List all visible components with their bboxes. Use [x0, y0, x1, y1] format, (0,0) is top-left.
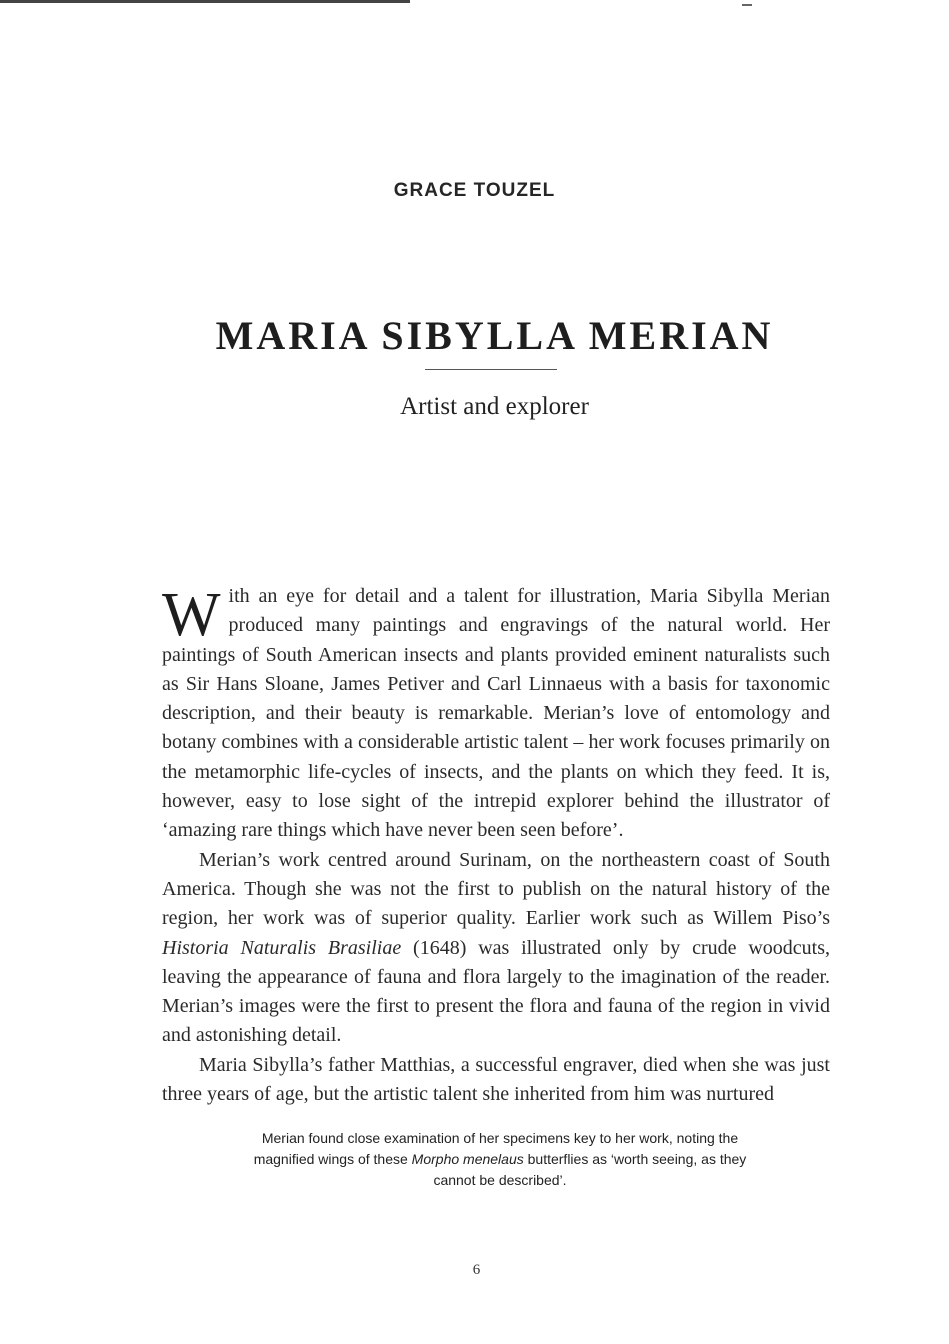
chapter-title: MARIA SIBYLLA MERIAN [215, 313, 774, 358]
chapter-subtitle: Artist and explorer [400, 393, 589, 420]
drop-cap: W [162, 581, 221, 649]
paragraph-2-text-end: (1648) was illustrated only by crude woodcuts, leaving the appearance of fauna and flora largely to the imagination of the reader. Merian’s images were the first to present the flora and fauna of the region in vivid and astonishing detail. [162, 936, 830, 1047]
book-title-italic: Historia Naturalis Brasiliae [162, 936, 402, 959]
caption-text-end: butterflies as ‘worth seeing, as they cannot be described’. [433, 1151, 747, 1188]
paragraph-2-text-start: Merian’s work centred around Surinam, on the northeastern coast of South America. Though she was not the first to publish on the natural history of the region, her work was of superior quality. Earlier work such as Willem Piso’s [162, 848, 830, 930]
paragraph-1 [162, 582, 830, 846]
scan-mark [742, 4, 752, 6]
body-text [162, 582, 830, 1109]
chapter-author: GRACE TOUZEL [393, 180, 556, 201]
caption-text-start: Merian found close examination of her specimens key to her work, noting the magnified wings of these [253, 1130, 739, 1167]
title-divider [425, 369, 557, 370]
paragraph-3-text: Maria Sibylla’s father Matthias, a successful engraver, died when she was just three years of age, but the artistic talent she inherited from him was nurtured [162, 1053, 830, 1106]
page-number: 6 [472, 1262, 481, 1278]
paragraph-2 [162, 846, 830, 1051]
scan-edge-rule [0, 0, 410, 3]
paragraph-1-text: ith an eye for detail and a talent for illustration, Maria Sibylla Merian produced many paintings and engravings of the natural world. Her paintings of South American insects and plants provided eminent naturalists such as Sir Hans Sloane, James Petiver and Carl Linnaeus with a basis for taxonomic description, and their beauty is remarkable. Merian’s love of entomology and botany combines with a considerable artistic talent – her work focuses primarily on the metamorphic life-cycles of insects, and the plants on which they feed. It is, however, easy to lose sight of the intrepid explorer behind the illustrator of ‘amazing rare things which have never been seen before’. [162, 585, 830, 842]
species-name-italic: Morpho menelaus [411, 1151, 524, 1167]
figure-caption [240, 1128, 760, 1191]
paragraph-3 [162, 1051, 830, 1110]
